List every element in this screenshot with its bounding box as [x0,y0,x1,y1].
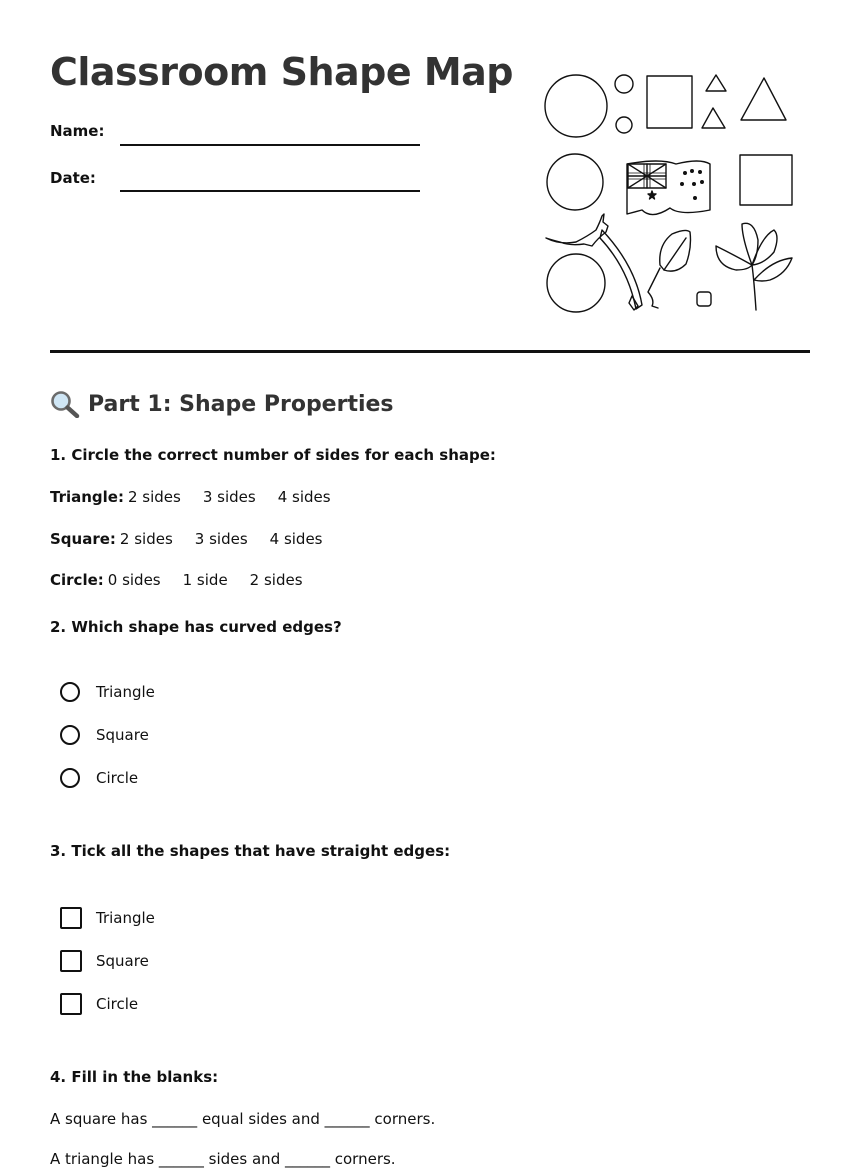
q1-option[interactable]: 3 sides [194,530,248,548]
q1-option[interactable]: 3 sides [202,488,256,506]
q2-option-circle[interactable] [60,766,138,790]
part1-heading-text: Part 1: Shape Properties [88,391,394,417]
name-field[interactable] [120,144,420,146]
checkbox[interactable] [60,907,82,929]
q1-option[interactable]: 1 side [182,571,228,589]
kangaroo-icon [546,214,608,246]
q1-option[interactable]: 2 sides [127,488,181,506]
question-3: 3. Tick all the shapes that have straight edges: [50,842,451,860]
q3-option-circle[interactable] [60,992,138,1016]
eucalyptus-leaves-icon [716,223,792,310]
part1-heading [50,390,394,418]
radio-button[interactable] [60,682,80,702]
magnifying-glass-icon [50,390,80,418]
q1-row-triangle [50,488,331,506]
q2-option-triangle[interactable] [60,680,155,704]
question-4: 4. Fill in the blanks: [50,1068,219,1086]
q3-option-square[interactable] [60,949,149,973]
q3-option-triangle[interactable] [60,906,155,930]
boomerang-icon [600,230,642,309]
question-1: 1. Circle the correct number of sides for each shape: [50,446,496,464]
q1-row-label: Triangle: [50,488,124,506]
date-field[interactable] [120,190,420,192]
q2-option-label: Circle [96,769,139,787]
australian-flag-icon [627,161,710,215]
q1-option[interactable]: 2 sides [119,530,173,548]
q3-option-label: Triangle [96,909,155,927]
leaf-icon [648,230,691,308]
q1-option[interactable]: 4 sides [277,488,331,506]
checkbox[interactable] [60,993,82,1015]
name-label: Name: [50,122,105,140]
q4-fill-line-2[interactable]: A triangle has ______ sides and ______ corners. [50,1150,396,1168]
q1-row-label: Square: [50,530,116,548]
q1-row-square [50,530,323,548]
q3-option-label: Circle [96,995,139,1013]
radio-button[interactable] [60,725,80,745]
q1-row-label: Circle: [50,571,104,589]
q1-option[interactable]: 2 sides [249,571,303,589]
q4-fill-line-1[interactable]: A square has ______ equal sides and ______ corners. [50,1110,436,1128]
q2-option-label: Triangle [96,683,155,701]
q1-row-circle [50,571,303,589]
q2-option-label: Square [96,726,149,744]
worksheet-title: Classroom Shape Map [50,50,513,94]
radio-button[interactable] [60,768,80,788]
date-label: Date: [50,169,96,187]
header-divider [50,350,810,353]
q2-option-square[interactable] [60,723,149,747]
q1-option[interactable]: 0 sides [107,571,161,589]
q3-option-label: Square [96,952,149,970]
checkbox[interactable] [60,950,82,972]
question-2: 2. Which shape has curved edges? [50,618,342,636]
shapes-and-australian-symbols-illustration [540,60,800,320]
q1-option[interactable]: 4 sides [269,530,323,548]
